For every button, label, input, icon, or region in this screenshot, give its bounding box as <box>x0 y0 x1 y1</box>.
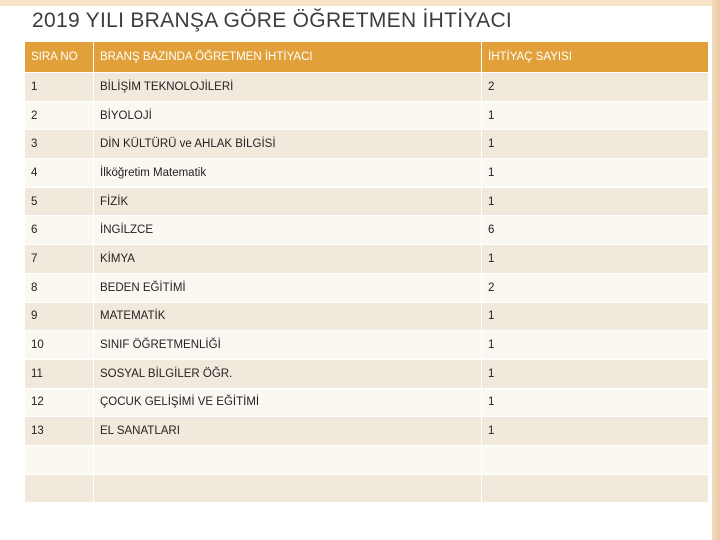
cell-brans: EL SANATLARI <box>94 417 482 446</box>
teacher-needs-table <box>24 41 709 503</box>
cell-brans: BEDEN EĞİTİMİ <box>94 273 482 302</box>
cell-ihtiyac-sayisi: 1 <box>482 331 709 360</box>
cell-ihtiyac-sayisi: 1 <box>482 159 709 188</box>
header-sira-no: SIRA NO <box>25 42 94 73</box>
table-header-row <box>25 42 709 73</box>
cell-ihtiyac-sayisi: 1 <box>482 417 709 446</box>
slide-right-border <box>712 0 720 540</box>
cell-brans: DİN KÜLTÜRÜ ve AHLAK BİLGİSİ <box>94 130 482 159</box>
cell-sira-no: 13 <box>25 417 94 446</box>
cell-brans: FİZİK <box>94 187 482 216</box>
cell-ihtiyac-sayisi: 1 <box>482 388 709 417</box>
cell-ihtiyac-sayisi: 2 <box>482 73 709 102</box>
cell-ihtiyac-sayisi: 1 <box>482 302 709 331</box>
header-ihtiyac-sayisi: İHTİYAÇ SAYISI <box>482 42 709 73</box>
table-row <box>25 388 709 417</box>
cell-ihtiyac-sayisi: 1 <box>482 245 709 274</box>
table-row <box>25 101 709 130</box>
cell-sira-no <box>25 445 94 474</box>
cell-sira-no: 9 <box>25 302 94 331</box>
table-row <box>25 216 709 245</box>
slide-top-border <box>0 0 720 6</box>
cell-brans: SOSYAL BİLGİLER ÖĞR. <box>94 359 482 388</box>
cell-ihtiyac-sayisi <box>482 474 709 503</box>
cell-brans: BİLİŞİM TEKNOLOJİLERİ <box>94 73 482 102</box>
page-title: 2019 YILI BRANŞA GÖRE ÖĞRETMEN İHTİYACI <box>32 9 513 32</box>
cell-ihtiyac-sayisi: 1 <box>482 359 709 388</box>
cell-ihtiyac-sayisi: 2 <box>482 273 709 302</box>
cell-sira-no: 12 <box>25 388 94 417</box>
table-row <box>25 302 709 331</box>
cell-brans: ÇOCUK GELİŞİMİ VE EĞİTİMİ <box>94 388 482 417</box>
table-row <box>25 130 709 159</box>
table-body <box>25 73 709 503</box>
cell-ihtiyac-sayisi: 1 <box>482 187 709 216</box>
cell-brans: BİYOLOJİ <box>94 101 482 130</box>
cell-sira-no: 10 <box>25 331 94 360</box>
cell-ihtiyac-sayisi: 6 <box>482 216 709 245</box>
cell-sira-no <box>25 474 94 503</box>
header-brans: BRANŞ BAZINDA ÖĞRETMEN İHTİYACI <box>94 42 482 73</box>
cell-brans: İNGİLZCE <box>94 216 482 245</box>
cell-ihtiyac-sayisi: 1 <box>482 130 709 159</box>
table-row <box>25 245 709 274</box>
cell-sira-no: 4 <box>25 159 94 188</box>
table-row <box>25 359 709 388</box>
cell-sira-no: 3 <box>25 130 94 159</box>
table-row <box>25 474 709 503</box>
table-row <box>25 273 709 302</box>
cell-sira-no: 8 <box>25 273 94 302</box>
cell-brans: İlköğretim Matematik <box>94 159 482 188</box>
cell-sira-no: 6 <box>25 216 94 245</box>
cell-ihtiyac-sayisi: 1 <box>482 101 709 130</box>
table-row <box>25 187 709 216</box>
cell-brans: KİMYA <box>94 245 482 274</box>
cell-brans <box>94 445 482 474</box>
cell-brans <box>94 474 482 503</box>
table-row <box>25 417 709 446</box>
table-row <box>25 159 709 188</box>
cell-sira-no: 2 <box>25 101 94 130</box>
cell-sira-no: 1 <box>25 73 94 102</box>
cell-sira-no: 7 <box>25 245 94 274</box>
table-row <box>25 73 709 102</box>
table-row <box>25 445 709 474</box>
cell-sira-no: 5 <box>25 187 94 216</box>
cell-sira-no: 11 <box>25 359 94 388</box>
cell-ihtiyac-sayisi <box>482 445 709 474</box>
cell-brans: MATEMATİK <box>94 302 482 331</box>
table-row <box>25 331 709 360</box>
cell-brans: SINIF ÖĞRETMENLİĞİ <box>94 331 482 360</box>
